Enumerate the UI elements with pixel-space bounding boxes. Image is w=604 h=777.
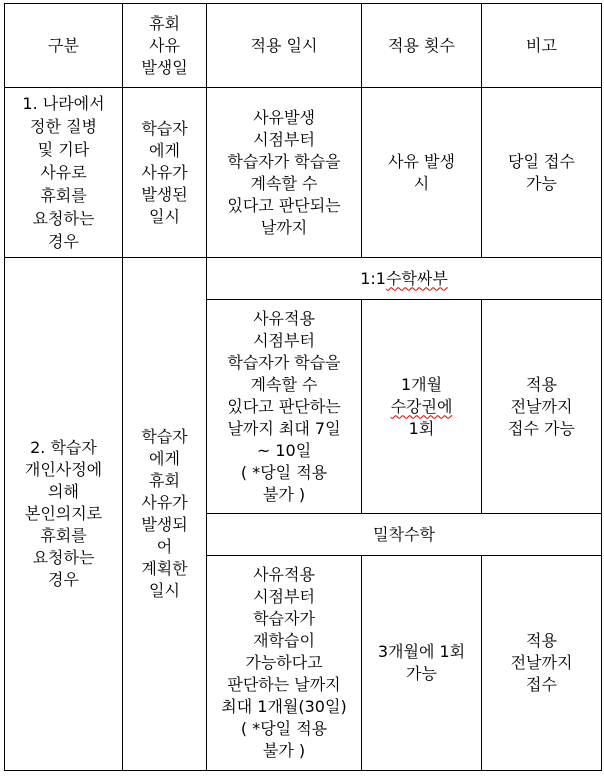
header-application-count: 적용 횟수: [362, 4, 482, 88]
header-note: 비고: [482, 4, 602, 88]
row1-note: 당일 접수 가능: [482, 88, 602, 258]
subheader-math-ssabu: [207, 258, 602, 300]
row1-category: 1. 나라에서 정한 질병 및 기타 사유로 휴회를 요청하는 경우: [5, 88, 123, 258]
header-row: [5, 4, 602, 88]
row-case-1: [5, 88, 602, 258]
sub1-count-line3: 1회: [408, 418, 435, 438]
sub2-count: 3개월에 1회 가능: [362, 556, 482, 771]
header-category: 구분: [5, 4, 123, 88]
sub2-note: 적용 전날까지 접수: [482, 556, 602, 771]
row1-period: 사유발생 시점부터 학습자가 학습을 계속할 수 있다고 판단되는 날까지: [207, 88, 362, 258]
sub1-period: 사유적용 시점부터 학습자가 학습을 계속할 수 있다고 판단하는 날까지 최대 7일 ~ 10일 ( *당일 적용 불가 ): [207, 300, 362, 514]
row-case-2-subheader-1: [5, 258, 602, 300]
subheader-math-ssabu-prefix: 1:1: [360, 268, 386, 288]
sub2-period: 사유적용 시점부터 학습자가 재학습이 가능하다고 판단하는 날까지 최대 1개월(30일) ( *당일 적용 불가 ): [207, 556, 362, 771]
header-application-period: 적용 일시: [207, 4, 362, 88]
row2-category: 2. 학습자 개인사정에 의해 본인의지로 휴회를 요청하는 경우: [5, 258, 123, 771]
subheader-math-ssabu-title: 수학싸부: [385, 268, 448, 288]
sub1-count: [362, 300, 482, 514]
header-occurrence-date: 휴회 사유 발생일: [123, 4, 207, 88]
subheader-close-math: 밀착수학: [207, 514, 602, 556]
row1-occurrence: 학습자 에게 사유가 발생된 일시: [123, 88, 207, 258]
row2-occurrence: 학습자 에게 휴회 사유가 발생되 어 계획한 일시: [123, 258, 207, 771]
sub1-count-line2: 수강권에: [390, 396, 453, 416]
sub1-count-line1: 1개월: [400, 374, 443, 394]
row1-count: 사유 발생 시: [362, 88, 482, 258]
policy-table: [4, 3, 602, 771]
sub1-note: 적용 전날까지 접수 가능: [482, 300, 602, 514]
